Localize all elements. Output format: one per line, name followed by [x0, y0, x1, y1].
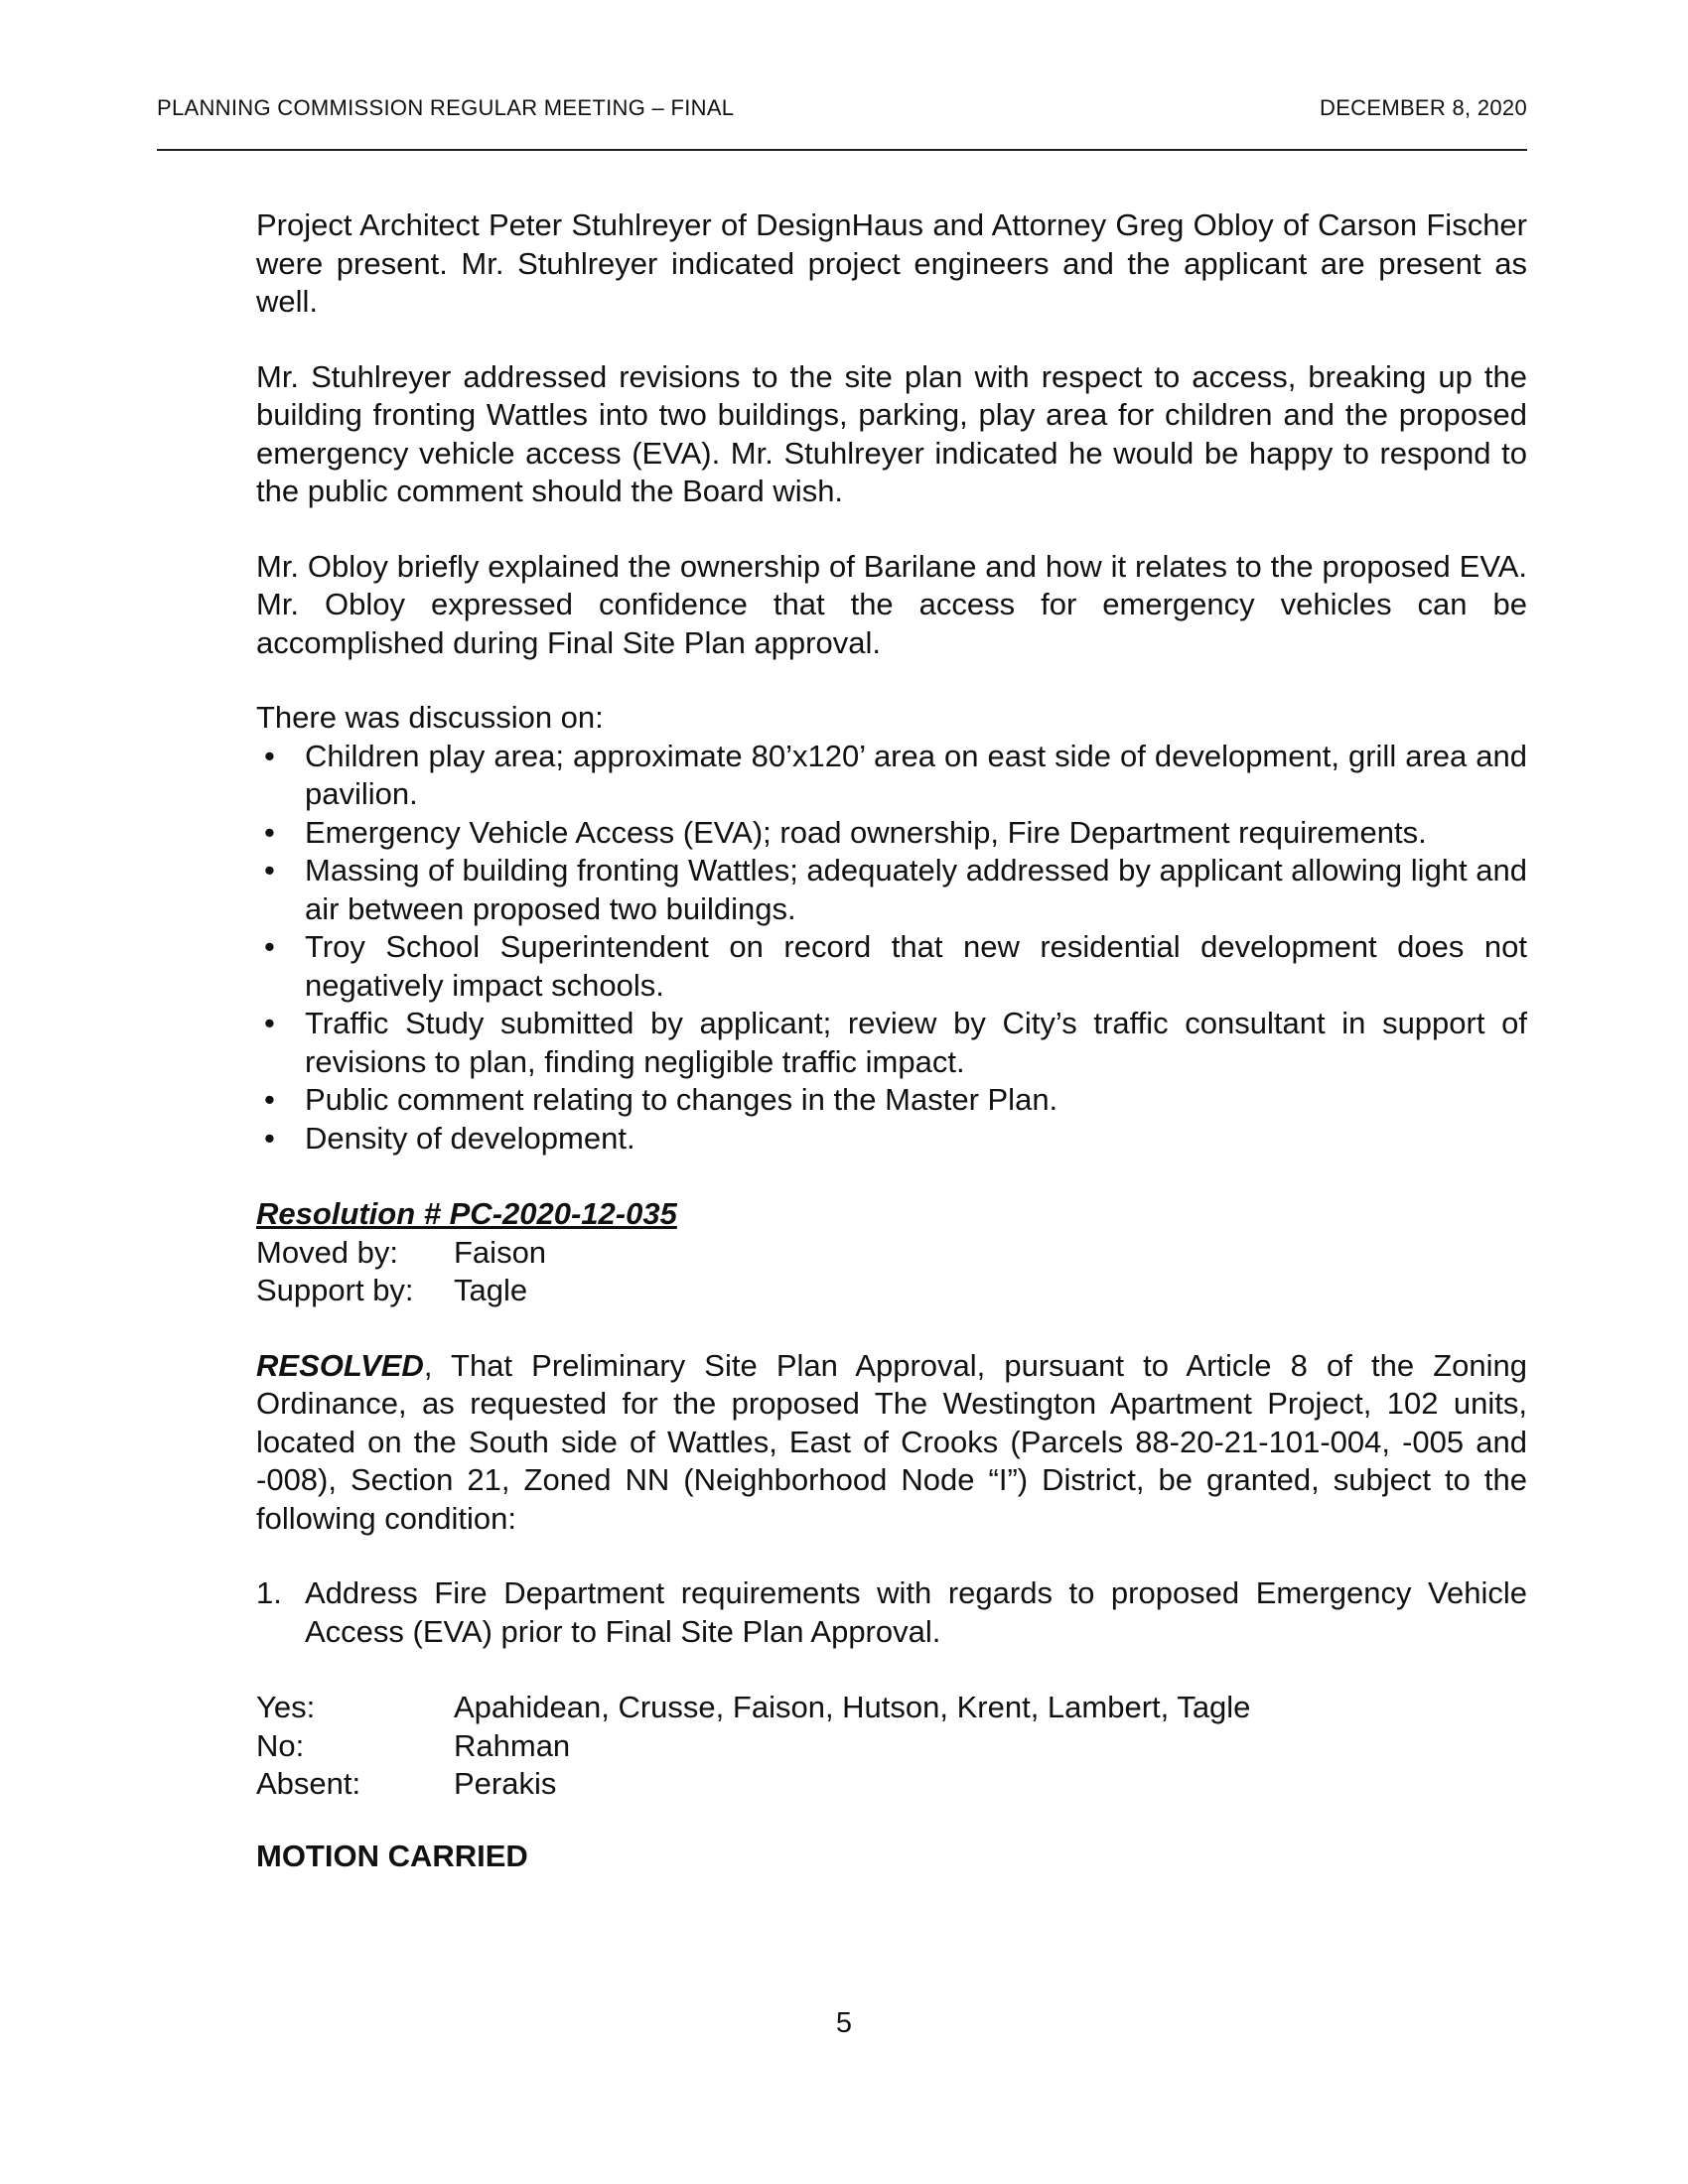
list-item-text: Traffic Study submitted by applicant; review by City’s traffic consultant in support of revisions to plan, finding negligible traffic impact. [305, 1006, 1527, 1079]
bullet-icon: • [264, 1120, 275, 1156]
motion-result: MOTION CARRIED [256, 1838, 528, 1873]
moved-by-label: Moved by: [256, 1234, 399, 1270]
list-item [256, 738, 1527, 814]
header-title: PLANNING COMMISSION REGULAR MEETING – FINAL [157, 95, 735, 120]
resolved-text: , That Preliminary Site Plan Approval, pursuant to Article 8 of the Zoning Ordinance, as requested for the proposed The Westington Apartment Project, 102 units, located on the South side of Wattles, East of Crooks (Parcels 88-20-21-101-004, -005 and -008), Section 21, Zoned NN (Neighborhood Node “I”) District, be granted, subject to the following condition: [256, 1347, 1527, 1536]
support-by-label: Support by: [256, 1273, 414, 1307]
list-item [256, 814, 1527, 853]
vote-yes-label: Yes: [256, 1690, 316, 1724]
condition-item [256, 1574, 1527, 1651]
support-by-value: Tagle [454, 1273, 528, 1307]
paragraph-revisions: Mr. Stuhlreyer addressed revisions to the site plan with respect to access, breaking up the building fronting Wattles into two buildings, parking, play area for children and the proposed emergency vehicle access (EVA). Mr. Stuhlreyer indicated he would be happy to respond to the public comment should the Board wish. [256, 358, 1527, 508]
discussion-intro: There was discussion on: [256, 700, 604, 735]
condition-number: 1. [256, 1575, 282, 1610]
vote-absent-value: Perakis [454, 1766, 557, 1801]
moved-by-row [256, 1234, 1527, 1273]
condition-text: Address Fire Department requirements with regards to proposed Emergency Vehicle Access (EVA) prior to Final Site Plan Approval. [305, 1575, 1527, 1649]
vote-no-row [256, 1727, 1527, 1766]
list-item-text: Massing of building fronting Wattles; adequately addressed by applicant allowing light and air between proposed two buildings. [305, 853, 1527, 926]
list-item [256, 1081, 1527, 1120]
bullet-icon: • [264, 1006, 275, 1040]
support-by-row [256, 1272, 1527, 1310]
list-item-text: Density of development. [305, 1120, 635, 1156]
discussion-list [256, 738, 1527, 1159]
resolution-title: Resolution # PC-2020-12-035 [256, 1196, 677, 1231]
list-item [256, 1005, 1527, 1081]
moved-by-value: Faison [454, 1234, 547, 1270]
list-item [256, 1120, 1527, 1159]
paragraph-attendees: Project Architect Peter Stuhlreyer of DesignHaus and Attorney Greg Obloy of Carson Fischer were present. Mr. Stuhlreyer indicated project engineers and the applicant are present as well. [256, 207, 1527, 319]
vote-absent-label: Absent: [256, 1766, 361, 1801]
list-item [256, 928, 1527, 1005]
list-item-text: Public comment relating to changes in the Master Plan. [305, 1082, 1058, 1117]
page-number: 5 [835, 2007, 853, 2039]
conditions-list [256, 1574, 1527, 1651]
list-item-text: Emergency Vehicle Access (EVA); road ownership, Fire Department requirements. [305, 814, 1427, 850]
vote-tally [256, 1689, 1527, 1804]
vote-no-label: No: [256, 1727, 305, 1763]
list-item [256, 852, 1527, 928]
document-body [256, 206, 1527, 1875]
resolution-header [256, 1195, 1527, 1310]
list-item-text: Children play area; approximate 80’x120’ area on east side of development, grill area and pavilion. [305, 738, 1527, 811]
resolved-keyword: RESOLVED [256, 1347, 424, 1383]
bullet-icon: • [264, 853, 275, 887]
header-date: DECEMBER 8, 2020 [1320, 95, 1527, 120]
bullet-icon: • [264, 929, 275, 964]
bullet-icon: • [264, 814, 275, 850]
header-divider [157, 149, 1527, 151]
list-item-text: Troy School Superintendent on record that new residential development does not negatively impact schools. [305, 929, 1527, 1003]
bullet-icon: • [264, 738, 275, 773]
vote-no-value: Rahman [454, 1727, 571, 1763]
resolved-paragraph [256, 1347, 1527, 1539]
bullet-icon: • [264, 1082, 275, 1117]
vote-yes-row [256, 1689, 1527, 1727]
vote-absent-row [256, 1765, 1527, 1804]
paragraph-ownership: Mr. Obloy briefly explained the ownership of Barilane and how it relates to the proposed EVA. Mr. Obloy expressed confidence that the access for emergency vehicles can be accomplished during Final Site Plan approval. [256, 548, 1527, 660]
vote-yes-value: Apahidean, Crusse, Faison, Hutson, Krent, Lambert, Tagle [454, 1690, 1251, 1724]
page-header [157, 95, 1527, 127]
